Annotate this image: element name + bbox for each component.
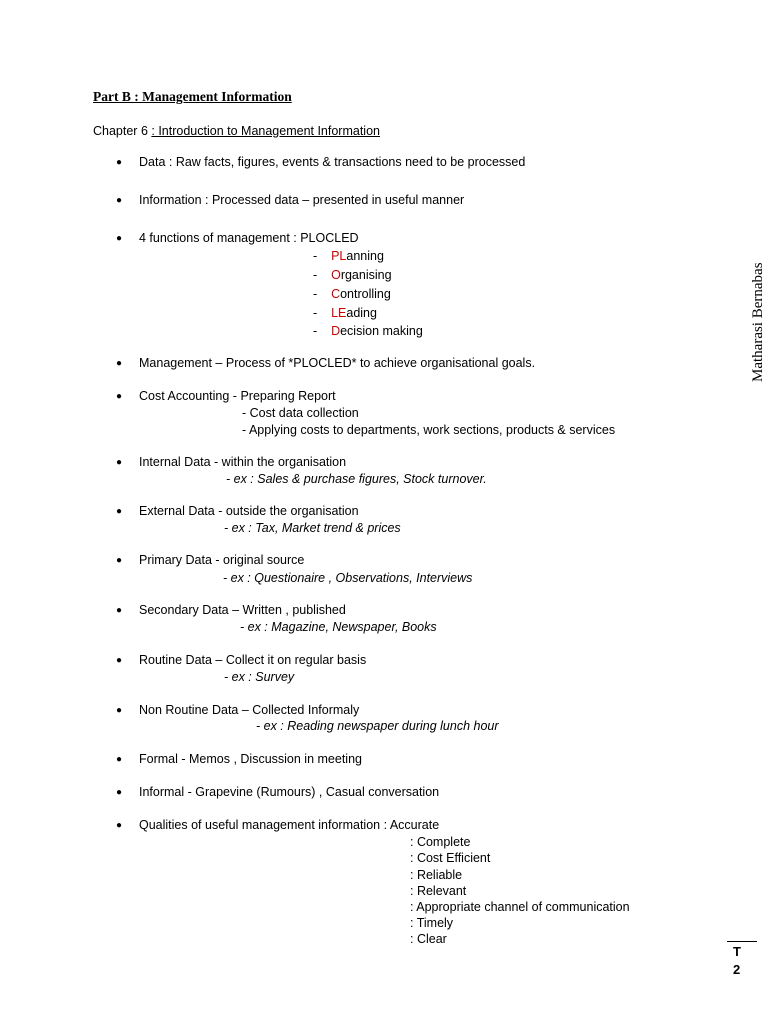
bullet-internal: Internal Data - within the organisation [139,455,347,469]
bullet-icon: ● [116,391,123,402]
bullet-icon: ● [116,754,123,765]
bullet-cost-accounting: Cost Accounting - Preparing Report [139,389,336,403]
cost-item: - Applying costs to departments, work sections, products & services [242,423,616,437]
bullet-functions: 4 functions of management : PLOCLED [139,231,359,245]
quality-item: : Relevant [410,884,467,898]
bullet-icon: ● [116,195,123,206]
chapter-title: : Introduction to Management Information [151,124,380,138]
quality-item: : Clear [410,932,447,946]
bullet-management: Management – Process of *PLOCLED* to achieve organisational goals. [139,356,536,370]
bullet-icon: ● [116,358,123,369]
example-nonroutine: - ex : Reading newspaper during lunch hour [256,719,499,733]
part-title: Part B : Management Information [93,89,292,104]
bullet-icon: ● [116,605,123,616]
bullet-nonroutine: Non Routine Data – Collected Informaly [139,703,360,717]
page-marker-letter: T [733,944,741,959]
bullet-icon: ● [116,506,123,517]
quality-item: : Timely [410,916,454,930]
bullet-external: External Data - outside the organisation [139,504,359,518]
quality-item: : Reliable [410,868,463,882]
bullet-information: Information : Processed data – presented in useful manner [139,193,465,207]
bullet-icon: ● [116,233,123,244]
bullet-secondary: Secondary Data – Written , published [139,603,346,617]
chapter-heading [93,124,380,138]
page-number: 2 [733,962,741,977]
quality-item: : Cost Efficient [410,851,491,865]
example-secondary: - ex : Magazine, Newspaper, Books [240,620,437,634]
plocled-item: - PLanning [313,249,384,263]
bullet-icon: ● [116,820,123,831]
bullet-primary: Primary Data - original source [139,553,305,567]
plocled-item: - Decision making [313,324,423,338]
quality-item: : Complete [410,835,471,849]
chapter-prefix: Chapter 6 [93,124,148,138]
side-author-text: Matharasi Bernabas [750,262,766,382]
page-marker-rule [727,941,757,942]
example-internal: - ex : Sales & purchase figures, Stock turnover. [226,472,487,486]
bullet-icon: ● [116,555,123,566]
plocled-item: - Controlling [313,287,391,301]
example-primary: - ex : Questionaire , Observations, Interviews [223,571,473,585]
bullet-data: Data : Raw facts, figures, events & transactions need to be processed [139,155,526,169]
bullet-icon: ● [116,787,123,798]
bullet-routine: Routine Data – Collect it on regular basis [139,653,367,667]
cost-item: - Cost data collection [242,406,359,420]
bullet-icon: ● [116,457,123,468]
plocled-item: - Organising [313,268,392,282]
bullet-informal: Informal - Grapevine (Rumours) , Casual conversation [139,785,440,799]
quality-item: : Appropriate channel of communication [410,900,630,914]
bullet-icon: ● [116,157,123,168]
plocled-item: - LEading [313,306,377,320]
bullet-formal: Formal - Memos , Discussion in meeting [139,752,362,766]
bullet-icon: ● [116,655,123,666]
example-external: - ex : Tax, Market trend & prices [224,521,401,535]
example-routine: - ex : Survey [224,670,295,684]
bullet-qualities: Qualities of useful management information : Accurate [139,818,440,832]
bullet-icon: ● [116,705,123,716]
